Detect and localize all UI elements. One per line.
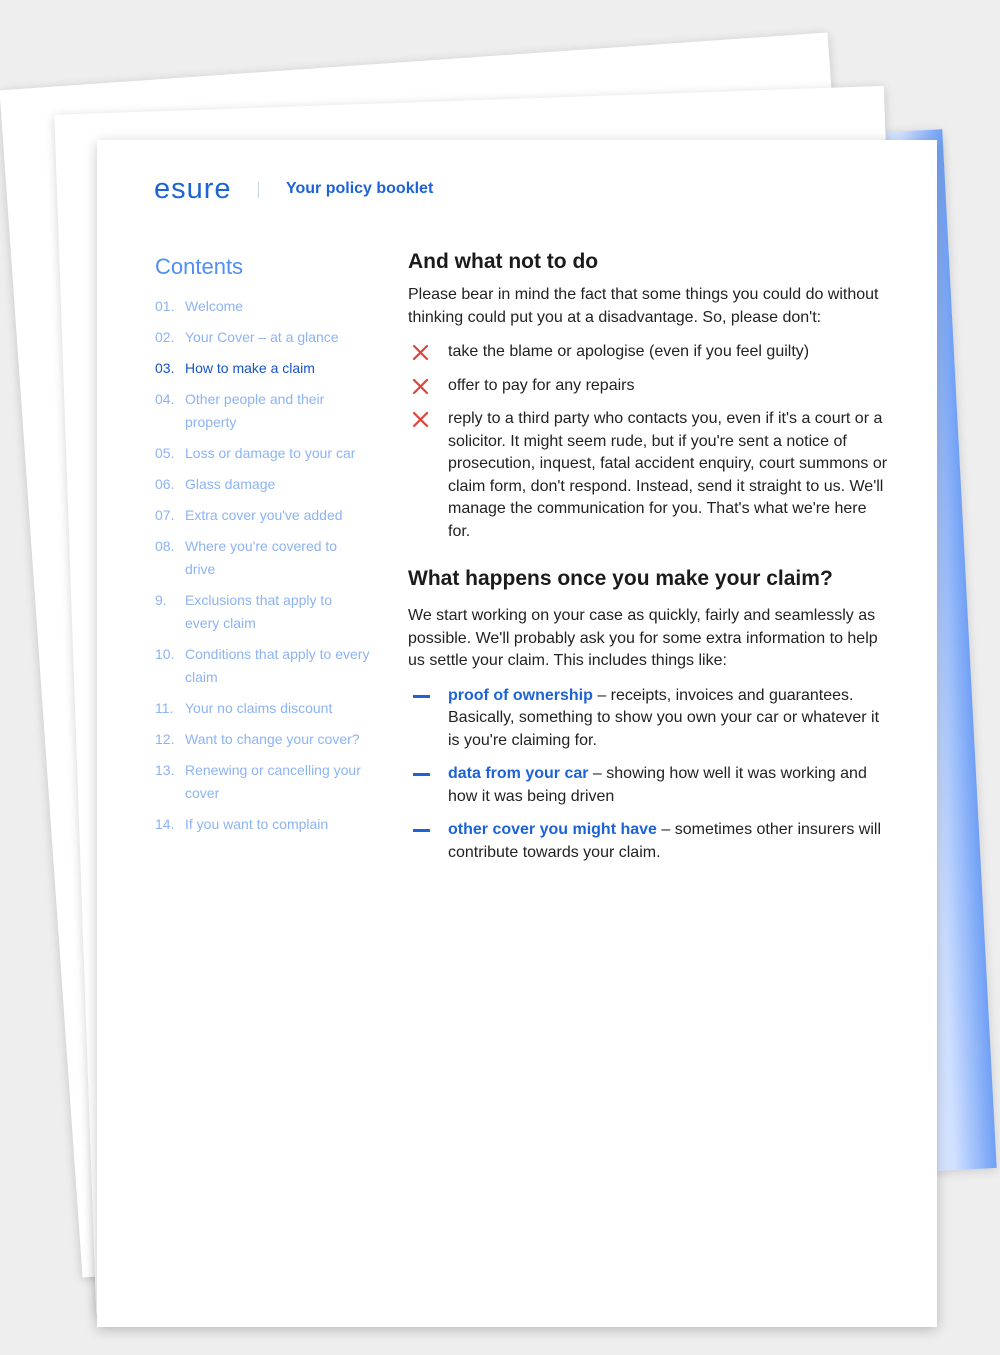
contents-item-label: Loss or damage to your car xyxy=(185,445,356,461)
dash-icon xyxy=(408,685,448,753)
contents-item-number: 05. xyxy=(155,445,175,461)
contents-item-number: 11. xyxy=(155,700,174,716)
cross-icon xyxy=(408,375,448,397)
contents-item[interactable] xyxy=(155,388,370,434)
cross-icon xyxy=(408,408,448,430)
contents-item[interactable] xyxy=(155,442,370,465)
dont-item-text: offer to pay for any repairs xyxy=(448,376,635,394)
contents-item-label: Welcome xyxy=(185,298,244,314)
info-item-term: proof of ownership xyxy=(448,686,593,704)
dash-icon xyxy=(408,819,448,864)
contents-item[interactable] xyxy=(155,643,370,689)
cross-icon xyxy=(408,341,448,363)
contents-item[interactable] xyxy=(155,589,370,635)
contents-item[interactable] xyxy=(155,697,370,720)
info-list xyxy=(408,685,888,865)
contents-item-label: Want to change your cover? xyxy=(185,731,360,747)
info-item-desc: – showing how well it was working and how it was being driven xyxy=(448,765,867,805)
contents-title: Contents xyxy=(155,254,244,279)
info-item xyxy=(408,685,888,753)
contents-item-label: How to make a claim xyxy=(185,360,315,376)
contents-item-number: 04. xyxy=(155,391,175,407)
contents-item-label: Extra cover you've added xyxy=(185,507,343,523)
booklet-page xyxy=(97,140,937,1327)
contents-item-label: Renewing or cancelling your cover xyxy=(185,762,361,801)
dont-item xyxy=(408,341,888,364)
info-item-text xyxy=(448,819,888,864)
contents-item-label: Your no claims discount xyxy=(185,700,333,716)
info-item-desc: – receipts, invoices and guarantees. Basically, something to show you own your car or whatever it is you're claiming for. xyxy=(448,686,880,749)
info-item-desc: – sometimes other insurers will contribute towards your claim. xyxy=(448,821,882,861)
dash-icon xyxy=(408,763,448,808)
contents-item-label: Your Cover – at a glance xyxy=(185,329,339,345)
contents-item[interactable] xyxy=(155,473,370,496)
info-item xyxy=(408,819,888,864)
main-content xyxy=(408,250,888,875)
contents-item[interactable] xyxy=(155,759,370,805)
contents-item[interactable] xyxy=(155,813,370,836)
info-item xyxy=(408,763,888,808)
dont-item xyxy=(408,375,888,398)
section-heading: And what not to do xyxy=(408,250,599,273)
contents-item-label: Exclusions that apply to every claim xyxy=(185,592,333,631)
contents-item-label: Glass damage xyxy=(185,476,276,492)
contents-item-number: 13. xyxy=(155,762,175,778)
esure-logo: esure xyxy=(154,173,232,205)
contents-item-number: 9. xyxy=(155,592,167,608)
contents-item[interactable] xyxy=(155,357,370,380)
contents-item-label: If you want to complain xyxy=(185,816,329,832)
contents-item-number: 08. xyxy=(155,538,175,554)
contents-item-number: 07. xyxy=(155,507,175,523)
contents-item-number: 14. xyxy=(155,816,175,832)
contents-item[interactable] xyxy=(155,295,370,318)
contents-item-label: Other people and their property xyxy=(185,391,325,430)
dont-item xyxy=(408,408,888,543)
section-intro: We start working on your case as quickly, fairly and seamlessly as possible. We'll probably ask you for some extra information to help us settle your claim. This includes things like: xyxy=(408,607,878,669)
dont-item-text: reply to a third party who contacts you, even if it's a court or a solicitor. It might seem rude, but if you're sent a notice of prosecution, inquest, fatal accident enquiry, court summons or claim form, don't respond. Instead, send it straight to us. We'll manage the communication for you. That's what we're here for. xyxy=(448,410,888,540)
info-item-term: other cover you might have xyxy=(448,821,657,838)
contents-item-label: Conditions that apply to every claim xyxy=(185,646,370,685)
info-item-text xyxy=(448,763,888,808)
contents-item-number: 10. xyxy=(155,646,175,662)
contents-item-number: 12. xyxy=(155,731,175,747)
header-divider xyxy=(258,182,259,198)
contents-item[interactable] xyxy=(155,728,370,751)
contents-item-number: 03. xyxy=(155,360,175,376)
booklet-title: Your policy booklet xyxy=(286,180,434,197)
info-item-term: data from your car xyxy=(448,765,589,782)
contents-item-number: 01. xyxy=(155,298,175,314)
section-heading: What happens once you make your claim? xyxy=(408,567,833,590)
contents-list xyxy=(155,295,370,844)
contents-item[interactable] xyxy=(155,326,370,349)
contents-item-number: 02. xyxy=(155,329,175,345)
contents-item[interactable] xyxy=(155,504,370,527)
dont-list xyxy=(408,341,888,543)
contents-item-number: 06. xyxy=(155,476,175,492)
section-intro: Please bear in mind the fact that some things you could do without thinking could put you at a disadvantage. So, please don't: xyxy=(408,286,879,326)
dont-item-text: take the blame or apologise (even if you feel guilty) xyxy=(448,343,810,360)
contents-item-label: Where you're covered to drive xyxy=(185,538,338,577)
info-item-text xyxy=(448,685,888,753)
contents-item[interactable] xyxy=(155,535,370,581)
